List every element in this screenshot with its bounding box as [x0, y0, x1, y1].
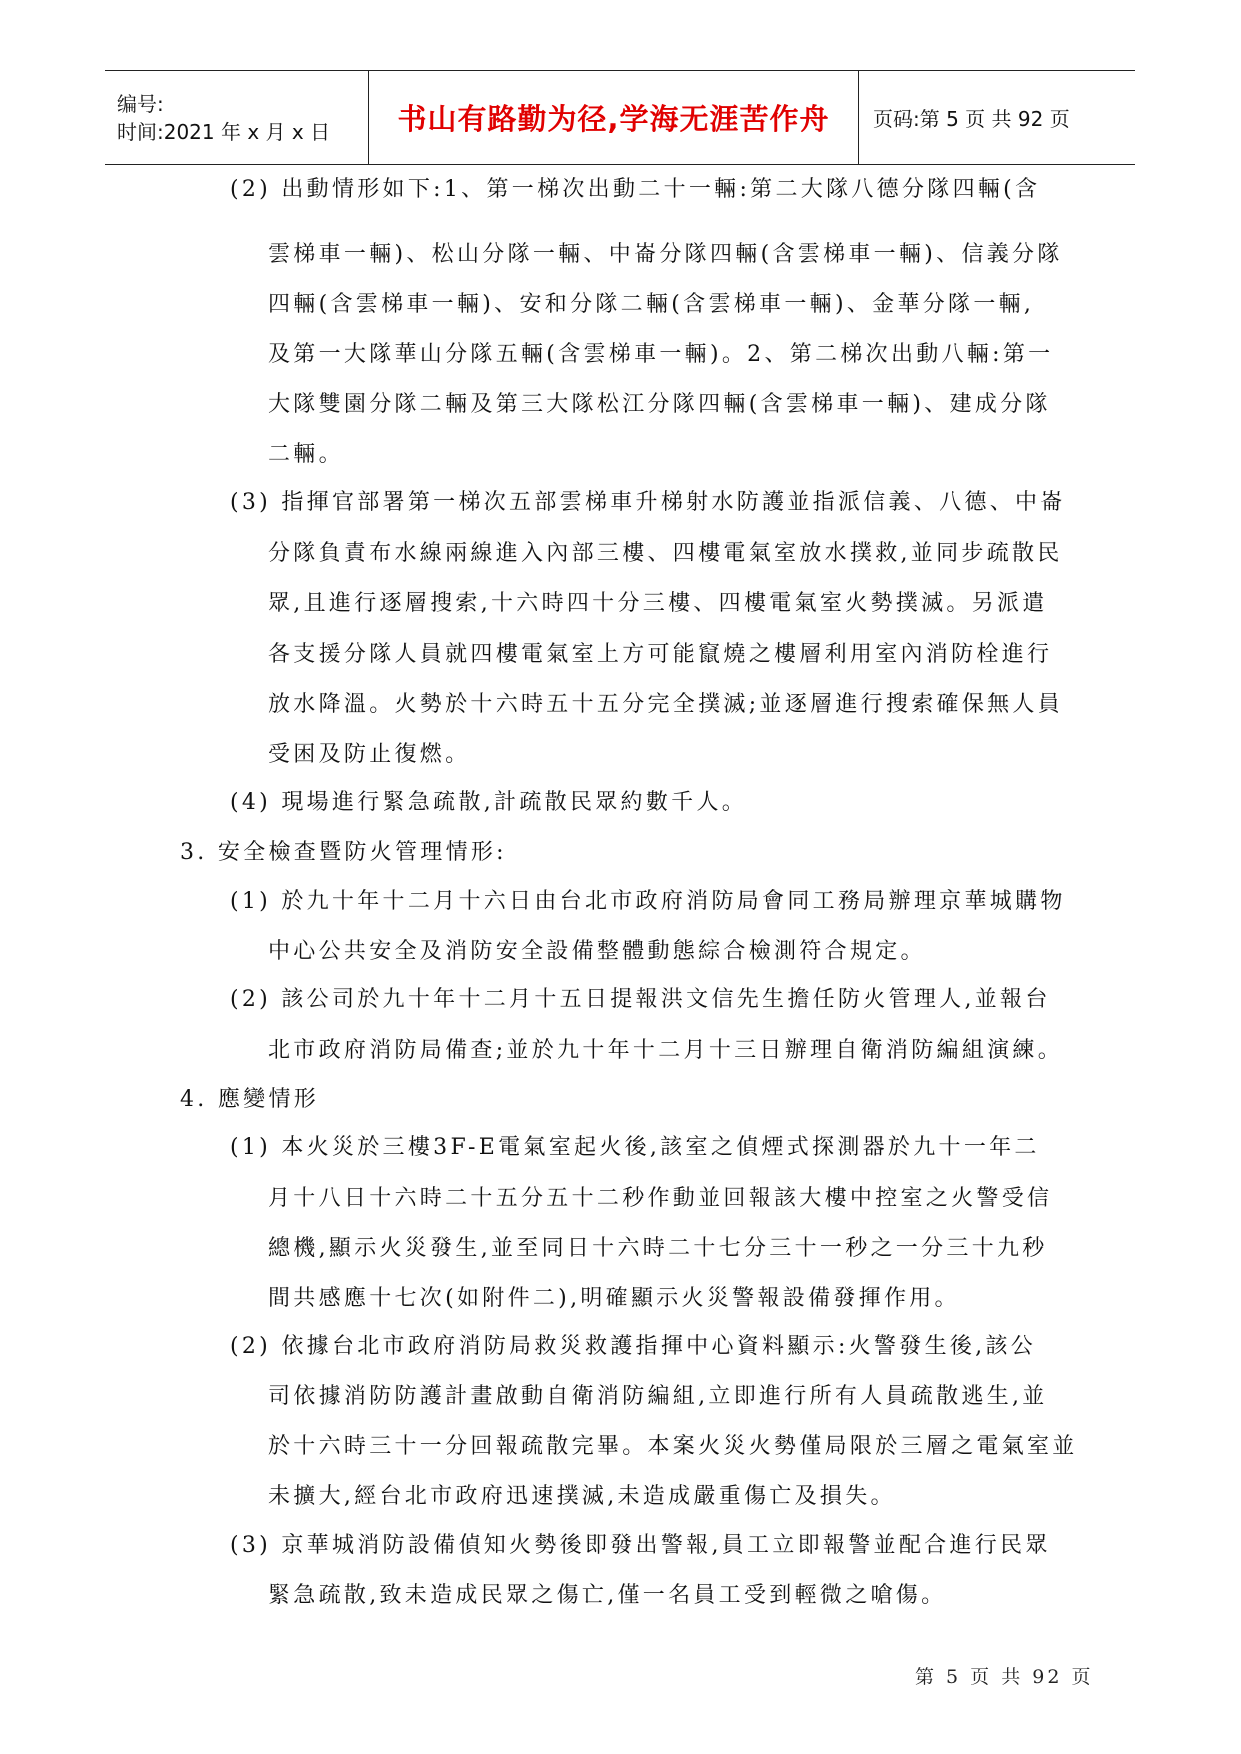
header-motto-cell [369, 71, 859, 164]
body-line: 於十六時三十一分回報疏散完畢。本案火災火勢僅局限於三層之電氣室並 [268, 1434, 1078, 1459]
header-page-info: 页码:第 5 页 共 92 页 [873, 107, 1070, 131]
body-line: (2) 依據台北市政府消防局救災救護指揮中心資料顯示:火警發生後,該公 [230, 1334, 1037, 1359]
document-time-label: 时间:2021 年 x 月 x 日 [117, 119, 331, 144]
body-line: 間共感應十七次(如附件二),明確顯示火災警報設備發揮作用。 [268, 1286, 960, 1311]
section-heading: 3. 安全檢查暨防火管理情形: [180, 840, 507, 865]
body-line: 未擴大,經台北市政府迅速撲滅,未造成嚴重傷亡及損失。 [268, 1484, 896, 1509]
document-number-label: 编号: [117, 91, 164, 116]
body-line: (2) 該公司於九十年十二月十五日提報洪文信先生擔任防火管理人,並報台 [230, 987, 1051, 1012]
body-line: 分隊負責布水線兩線進入內部三樓、四樓電氣室放水撲救,並同步疏散民 [268, 541, 1063, 566]
body-line: (3) 指揮官部署第一梯次五部雲梯車升梯射水防護並指派信義、八德、中崙 [230, 490, 1066, 515]
body-line: (1) 於九十年十二月十六日由台北市政府消防局會同工務局辦理京華城購物 [230, 889, 1066, 914]
section-heading: 4. 應變情形 [180, 1087, 320, 1112]
body-line: 放水降溫。火勢於十六時五十五分完全撲滅;並逐層進行搜索確保無人員 [268, 692, 1064, 717]
body-line: 各支援分隊人員就四樓電氣室上方可能竄燒之樓層利用室內消防栓進行 [268, 642, 1053, 667]
body-line: 總機,顯示火災發生,並至同日十六時二十七分三十一秒之一分三十九秒 [268, 1236, 1048, 1261]
body-line: 司依據消防防護計畫啟動自衛消防編組,立即進行所有人員疏散逃生,並 [268, 1384, 1048, 1409]
body-line: 中心公共安全及消防安全設備整體動態綜合檢測符合規定。 [268, 939, 926, 964]
body-line: 雲梯車一輛)、松山分隊一輛、中崙分隊四輛(含雲梯車一輛)、信義分隊 [268, 242, 1063, 267]
page-header [105, 70, 1135, 165]
body-line: (1) 本火災於三樓3F-E電氣室起火後,該室之偵煙式探測器於九十一年二 [230, 1135, 1040, 1160]
header-motto: 书山有路勤为径,学海无涯苦作舟 [397, 102, 830, 136]
body-line: 及第一大隊華山分隊五輛(含雲梯車一輛)。2、第二梯次出動八輛:第一 [268, 342, 1054, 367]
body-line: (3) 京華城消防設備偵知火勢後即發出警報,員工立即報警並配合進行民眾 [230, 1533, 1051, 1558]
page-footer: 第 5 页 共 92 页 [915, 1666, 1094, 1688]
body-line: 受困及防止復燃。 [268, 742, 471, 767]
body-line: 四輛(含雲梯車一輛)、安和分隊二輛(含雲梯車一輛)、金華分隊一輛, [268, 292, 1035, 317]
header-info-cell [105, 71, 369, 164]
body-line: (2) 出動情形如下:1、第一梯次出動二十一輛:第二大隊八德分隊四輛(含 [230, 177, 1041, 202]
body-line: 緊急疏散,致未造成民眾之傷亡,僅一名員工受到輕微之嗆傷。 [268, 1583, 947, 1608]
body-line: 月十八日十六時二十五分五十二秒作動並回報該大樓中控室之火警受信 [268, 1186, 1053, 1211]
body-line: 二輛。 [268, 442, 344, 467]
body-line: 眾,且進行逐層搜索,十六時四十分三樓、四樓電氣室火勢撲滅。另派遣 [268, 591, 1048, 616]
body-line: (4) 現場進行緊急疏散,計疏散民眾約數千人。 [230, 790, 748, 815]
body-line: 北市政府消防局備查;並於九十年十二月十三日辦理自衛消防編組演練。 [268, 1038, 1064, 1063]
body-line: 大隊雙園分隊二輛及第三大隊松江分隊四輛(含雲梯車一輛)、建成分隊 [268, 392, 1051, 417]
header-page-cell [859, 71, 1135, 164]
